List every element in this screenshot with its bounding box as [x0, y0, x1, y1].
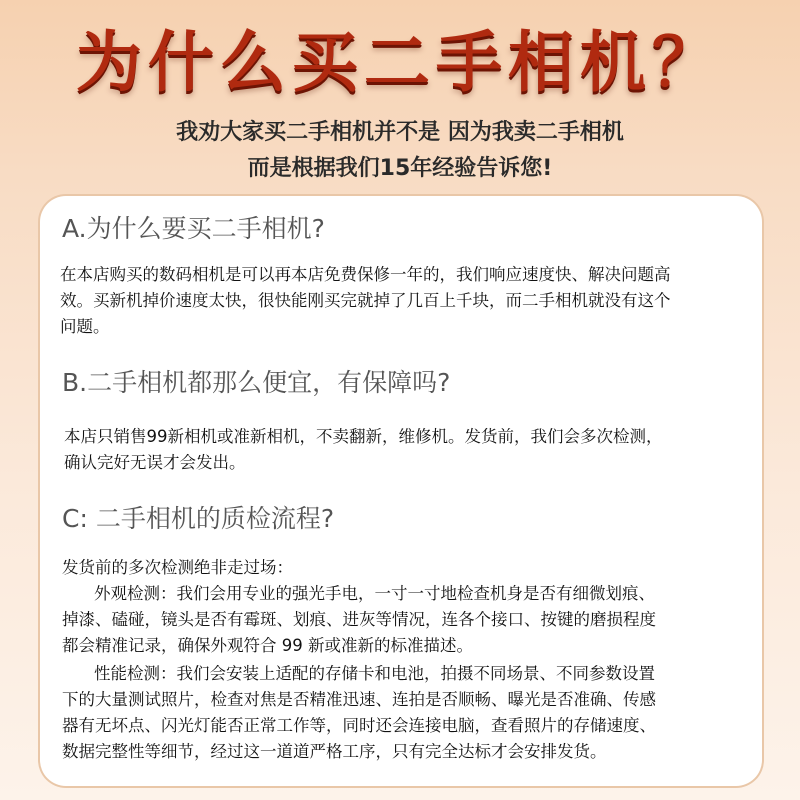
answer-b-line: 确认完好无误才会发出。 — [64, 453, 246, 472]
answer-c-intro: 发货前的多次检测绝非走过场： — [62, 558, 293, 577]
page-title: 为什么买二手相机？ — [76, 24, 724, 101]
performance-line: 器有无坏点、闪光灯能否正常工作等，同时还会连接电脑，查看照片的存储速度、 — [62, 716, 656, 735]
answer-a-line: 效。买新机掉价速度太快，很快能刚买完就掉了几百上千块，而二手相机就没有这个 — [60, 291, 671, 310]
appearance-line: 都会精准记录，确保外观符合 99 新或准新的标准描述。 — [62, 636, 473, 655]
question-a: A.为什么要买二手相机? — [62, 214, 325, 243]
answer-a-line: 在本店购买的数码相机是可以再本店免费保修一年的，我们响应速度快、解决问题高 — [60, 265, 671, 284]
answer-b-line: 本店只销售99新相机或准新相机，不卖翻新，维修机。发货前，我们会多次检测， — [64, 427, 663, 446]
answer-a-line: 问题。 — [60, 317, 110, 336]
performance-line: 数据完整性等细节，经过这一道道严格工序，只有完全达标才会安排发货。 — [62, 742, 607, 761]
answer-c-appearance — [62, 581, 656, 659]
answer-c-performance — [62, 661, 656, 765]
subtitle-line-2: 而是根据我们15年经验告诉您! — [247, 156, 553, 181]
appearance-line: 外观检测：我们会用专业的强光手电，一寸一寸地检查机身是否有细微划痕、 — [94, 584, 655, 603]
performance-line: 性能检测：我们会安装上适配的存储卡和电池，拍摄不同场景、不同参数设置 — [94, 664, 655, 683]
question-c: C: 二手相机的质检流程? — [62, 504, 335, 533]
answer-a — [60, 262, 671, 340]
performance-line: 下的大量测试照片，检查对焦是否精准迅速、连拍是否顺畅、曝光是否准确、传感 — [62, 690, 656, 709]
appearance-line: 掉漆、磕碰，镜头是否有霉斑、划痕、进灰等情况，连各个接口、按键的磨损程度 — [62, 610, 656, 629]
subtitle-line-1: 我劝大家买二手相机并不是 因为我卖二手相机 — [176, 120, 624, 145]
question-b: B.二手相机都那么便宜，有保障吗? — [62, 368, 451, 397]
answer-b — [64, 424, 663, 476]
